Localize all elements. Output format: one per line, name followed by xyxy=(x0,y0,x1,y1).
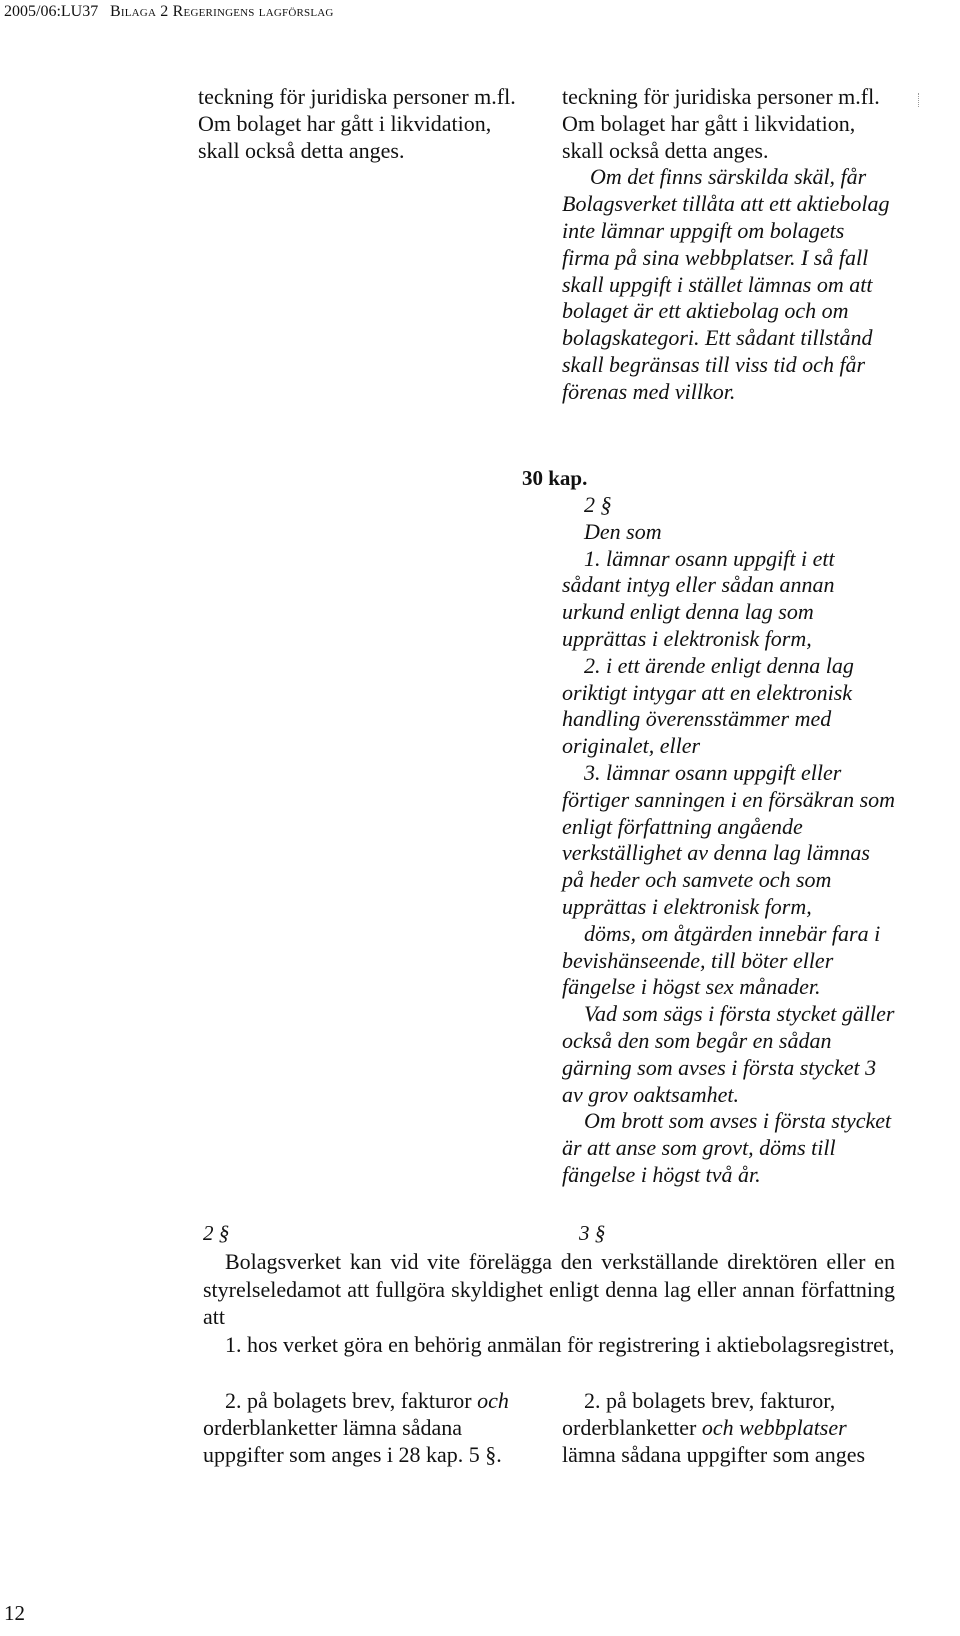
paragraph-sign: 2 § xyxy=(584,492,612,517)
chapter-heading: 30 kap. xyxy=(522,466,588,490)
right-new-paragraph: Om det finns särskilda skäl, får Bolagsverket tillåta att ett aktiebolag inte lämnar uppgift om bolagets firma på sina webbplatser. I så fall skall uppgift i stället lämnas om att bolaget är ett aktiebolag och om bolagskategori. Ett sådant tillstånd skall begränsas till viss tid och får förenas med villkor. xyxy=(562,164,890,404)
margin-mark xyxy=(918,93,920,107)
page-number: 12 xyxy=(4,1601,25,1625)
third-paragraph: Om brott som avses i första stycket är att anse som grovt, döms till fängelse i högst två år. xyxy=(562,1108,892,1187)
section-sign-right: 3 § xyxy=(579,1221,606,1245)
left-text-block: teckning för juridiska personer m.fl. Om bolaget har gått i likvidation, skall också detta anges. xyxy=(198,84,516,163)
page-header xyxy=(0,0,960,26)
right-item-2-italic: och webbplatser xyxy=(701,1414,847,1440)
left-column-top xyxy=(198,84,534,164)
header-title: Bilaga 2 Regeringens lagförslag xyxy=(110,3,334,20)
section-body xyxy=(203,1248,895,1358)
section-text: Bolagsverket kan vid vite förelägga den verkställande direktören eller en styrelseledamot att fullgöra skyldighet enligt denna lag eller annan författning att xyxy=(203,1249,895,1329)
chapter-text xyxy=(562,492,897,1189)
right-column-top xyxy=(562,84,897,406)
right-item-2-a: 2. på bolagets brev, fakturor, orderblanketter xyxy=(562,1388,836,1440)
second-paragraph: Vad som sägs i första stycket gäller också den som begår en sådan gärning som avses i första stycket 3 av grov oaktsamhet. xyxy=(562,1001,895,1107)
intro-text: Den som xyxy=(584,518,662,544)
left-column-bottom xyxy=(203,1388,533,1468)
right-item-2-b: lämna sådana uppgifter som anges xyxy=(562,1441,866,1467)
section-item-1: 1. hos verket göra en behörig anmälan för registrering i aktiebolagsregistret, xyxy=(225,1331,895,1357)
list-item-3: 3. lämnar osann uppgift eller förtiger sanningen i en försäkran som enligt författning angående verkställighet av denna lag lämnas på heder och samvete och som upprättas i elektronisk form, xyxy=(562,759,896,919)
document-id: 2005/06:LU37 xyxy=(4,3,99,20)
penalty-text: döms, om åtgärden innebär fara i bevishänseende, till böter eller fängelse i högst sex månader. xyxy=(562,920,881,1000)
left-item-2-a: 2. på bolagets brev, fakturor xyxy=(225,1388,478,1413)
list-item-1: 1. lämnar osann uppgift i ett sådant intyg eller sådan annan urkund enligt denna lag som upprättas i elektronisk form, xyxy=(562,545,835,651)
right-column-bottom xyxy=(562,1388,897,1468)
right-item-2 xyxy=(562,1388,897,1468)
left-item-2-b: orderblanketter lämna sådana uppgifter som anges i 28 kap. 5 §. xyxy=(203,1414,502,1467)
section-sign-left: 2 § xyxy=(203,1221,230,1245)
left-item-2 xyxy=(203,1388,533,1468)
right-text-block: teckning för juridiska personer m.fl. Om bolaget har gått i likvidation, skall också detta anges. xyxy=(562,84,880,163)
left-item-2-och: och xyxy=(477,1388,509,1413)
list-item-2: 2. i ett ärende enligt denna lag oriktigt intygar att en elektronisk handling överensstämmer med originalet, eller xyxy=(562,652,854,759)
